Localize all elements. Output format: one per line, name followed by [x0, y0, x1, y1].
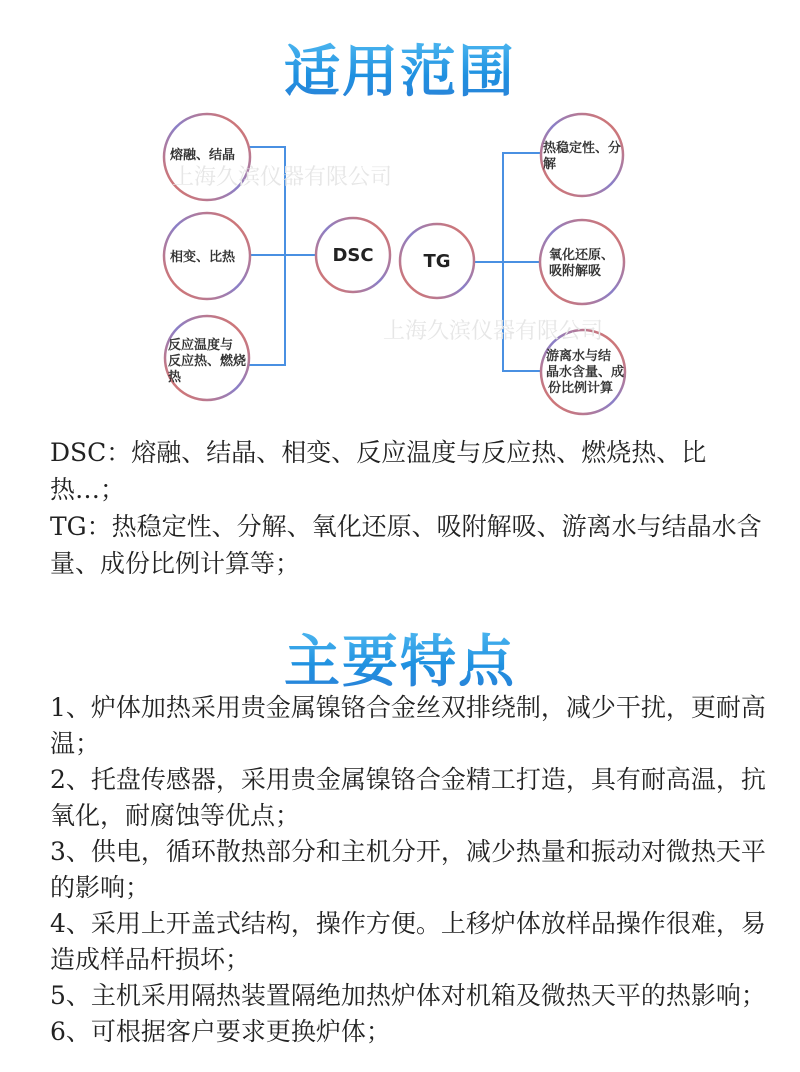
- dsc-item-label: 反应温度与: [168, 338, 234, 353]
- dsc-summary: DSC：熔融、结晶、相变、反应温度与反应热、燃烧热、比热…；: [50, 438, 707, 504]
- section-title-scope: 适用范围: [0, 28, 800, 108]
- feature-item: 6、可根据客户要求更换炉体；: [50, 1017, 391, 1046]
- dsc-item-label: 热: [168, 370, 182, 385]
- dsc-item-label: 熔融、结晶: [170, 148, 236, 163]
- tg-label: TG: [423, 251, 451, 272]
- tg-item-label: 游离水与结: [546, 349, 612, 364]
- application-summary: [50, 434, 770, 582]
- tg-item-label: 晶水含量、成: [546, 365, 625, 380]
- tg-item-label: 热稳定性、分: [543, 141, 622, 156]
- tg-item-label: 解: [543, 157, 557, 172]
- tg-item-label: 氧化还原、: [549, 248, 615, 263]
- feature-item: 1、炉体加热采用贵金属镍铬合金丝双排绕制，减少干扰，更耐高温；: [50, 693, 766, 758]
- watermark: 上海久滨仪器有限公司: [383, 319, 604, 344]
- feature-list: [50, 690, 770, 1050]
- feature-item: 3、供电，循环散热部分和主机分开，减少热量和振动对微热天平的影响；: [50, 837, 766, 902]
- dsc-tg-diagram: [0, 100, 800, 420]
- tg-item-label: 份比例计算: [548, 381, 614, 396]
- tg-item-label: 吸附解吸: [549, 264, 602, 279]
- watermark: 上海久滨仪器有限公司: [172, 165, 393, 190]
- feature-item: 5、主机采用隔热装置隔绝加热炉体对机箱及微热天平的热影响；: [50, 981, 766, 1010]
- dsc-item-label: 反应热、燃烧: [168, 354, 247, 369]
- section-title-features: 主要特点: [0, 618, 800, 698]
- dsc-item-label: 相变、比热: [170, 250, 236, 265]
- feature-item: 4、采用上开盖式结构，操作方便。上移炉体放样品操作很难，易造成样品杆损坏；: [50, 909, 766, 974]
- tg-summary: TG：热稳定性、分解、氧化还原、吸附解吸、游离水与结晶水含量、成份比例计算等；: [50, 512, 762, 578]
- dsc-label: DSC: [332, 245, 374, 266]
- feature-item: 2、托盘传感器，采用贵金属镍铬合金精工打造，具有耐高温，抗氧化，耐腐蚀等优点；: [50, 765, 766, 830]
